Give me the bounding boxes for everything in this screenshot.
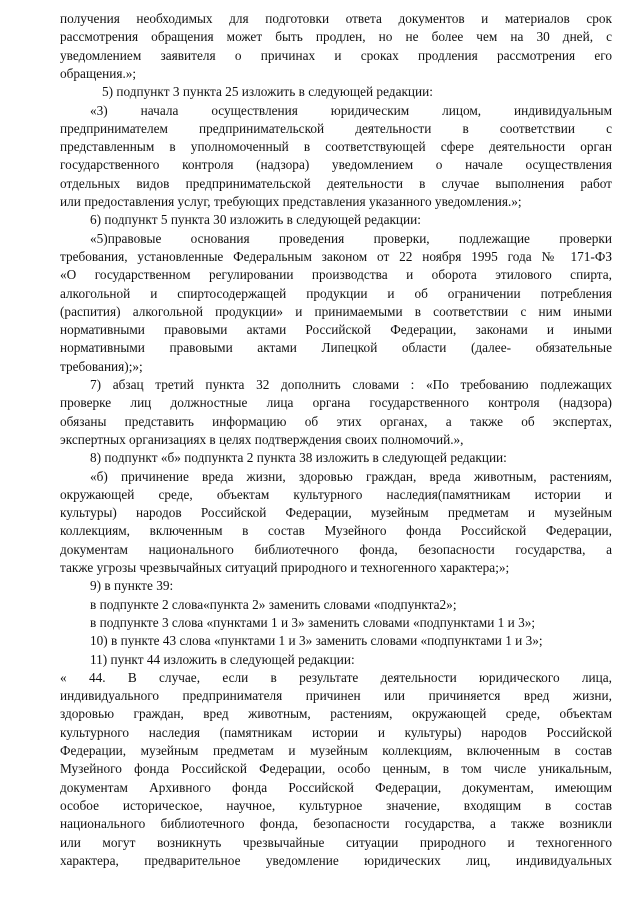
- text-line: или могут возникнуть чрезвычайные ситуации природного и техногенного: [60, 834, 612, 850]
- text-line: Федерации, музейным предметам и музейным коллекциям, включенным в состав: [60, 743, 612, 758]
- text-line: 7) абзац третий пункта 32 дополнить словами : «По требованию подлежащих: [90, 377, 612, 392]
- text-line: отдельных видов предпринимательской деятельности в случае выполнения работ: [60, 175, 612, 191]
- text-line: 10) в пункте 43 слова «пунктами 1 и 3» заменить словами «подпунктами 1 и 3»;: [90, 633, 543, 649]
- text-line: документам национального библиотечного фонда, безопасности государства, а: [60, 541, 612, 557]
- text-line: «О государственном регулировании производства и оборота этилового спирта,: [60, 267, 612, 283]
- text-line: нормативными правовыми актами Российской Федерации, законами и иными: [60, 322, 612, 338]
- text-line: « 44. В случае, если в результате деятельности юридического лица,: [60, 669, 612, 685]
- text-line: обращения.»;: [60, 65, 137, 81]
- text-line: 5) подпункт 3 пункта 25 изложить в следующей редакции:: [102, 84, 433, 100]
- text-line: представленным в уполномоченный в соответствующей сфере деятельности орган: [60, 139, 612, 155]
- text-line: обязаны представить информацию об этих органах, а также об экспертах,: [60, 413, 612, 429]
- text-line: предпринимателем предпринимательской деятельности в соответствии с: [60, 120, 612, 136]
- text-line: 9) в пункте 39:: [90, 578, 174, 594]
- text-line: (распития) алкогольной продукции» и принимаемыми в соответствии с ним иными: [60, 303, 612, 319]
- text-line: проверке лиц должностные лица органа государственного контроля (надзора): [60, 395, 612, 411]
- text-line: индивидуального предпринимателя причинен или причиняется вред жизни,: [60, 688, 612, 704]
- text-line: 11) пункт 44 изложить в следующей редакции:: [90, 651, 355, 667]
- text-line: в подпункте 3 слова «пунктами 1 и 3» заменить словами «подпунктами 1 и 3»;: [90, 614, 536, 630]
- text-line: государственного контроля (надзора) уведомлением о начале осуществления: [60, 157, 612, 173]
- text-line: культурного наследия (памятникам истории и культуры) народов Российской: [60, 724, 612, 740]
- text-line: «3) начала осуществления юридическим лицом, индивидуальным: [90, 102, 612, 118]
- text-line: или предоставления услуг, требующих представления указанного уведомления.»;: [60, 194, 522, 209]
- text-line: «б) причинение вреда жизни, здоровью граждан, вреда животным, растениям,: [90, 468, 612, 484]
- text-line: особое историческое, научное, культурное значение, входящим в состав: [60, 797, 612, 813]
- text-line: «5)правовые основания проведения проверки, подлежащие проверки: [90, 230, 612, 246]
- text-line: характера, предварительное уведомление юридических лиц, индивидуальных: [60, 852, 612, 868]
- text-line: 6) подпункт 5 пункта 30 изложить в следующей редакции:: [90, 212, 421, 228]
- text-line: культуры) народов Российской Федерации, музейным предметам и музейным: [60, 505, 612, 521]
- text-line: документам Архивного фонда Российской Федерации, документам, имеющим: [60, 779, 612, 795]
- text-line: требования, установленные Федеральным законом от 22 ноября 1995 года № 171-ФЗ: [60, 248, 612, 264]
- text-line: национального библиотечного фонда, безопасности государства, а также возникли: [60, 816, 612, 832]
- text-line: также угрозы чрезвычайных ситуаций природного и техногенного характера;»;: [60, 560, 510, 575]
- text-line: уведомлением заявителя о причинах и сроках продления рассмотрения его: [60, 47, 612, 63]
- text-line: нормативными правовыми актами Липецкой области (далее- обязательные: [60, 340, 612, 356]
- text-line: Музейного фонда Российской Федерации, особо ценным, в том числе уникальным,: [60, 761, 612, 777]
- text-line: окружающей среде, объектам культурного наследия(памятникам истории и: [60, 486, 612, 502]
- text-line: коллекциям, включенным в состав Музейного фонда Российской Федерации,: [60, 523, 612, 539]
- text-line: рассмотрения обращения может быть продлен, но не более чем на 30 дней, с: [60, 29, 612, 45]
- text-line: здоровью граждан, вред животным, растениям, окружающей среде, объектам: [60, 706, 612, 722]
- text-line: алкогольной и спиртосодержащей продукции и об ограничении потребления: [60, 285, 612, 301]
- text-line: требования);»;: [60, 358, 143, 374]
- text-line: получения необходимых для подготовки ответа документов и материалов срок: [60, 11, 612, 26]
- text-line: экспертных организациях в целях подтверждения своих полномочий.»,: [60, 431, 464, 447]
- text-line: в подпункте 2 слова«пункта 2» заменить словами «подпункта2»;: [90, 596, 457, 612]
- text-line: 8) подпункт «б» подпункта 2 пункта 38 изложить в следующей редакции:: [90, 450, 507, 466]
